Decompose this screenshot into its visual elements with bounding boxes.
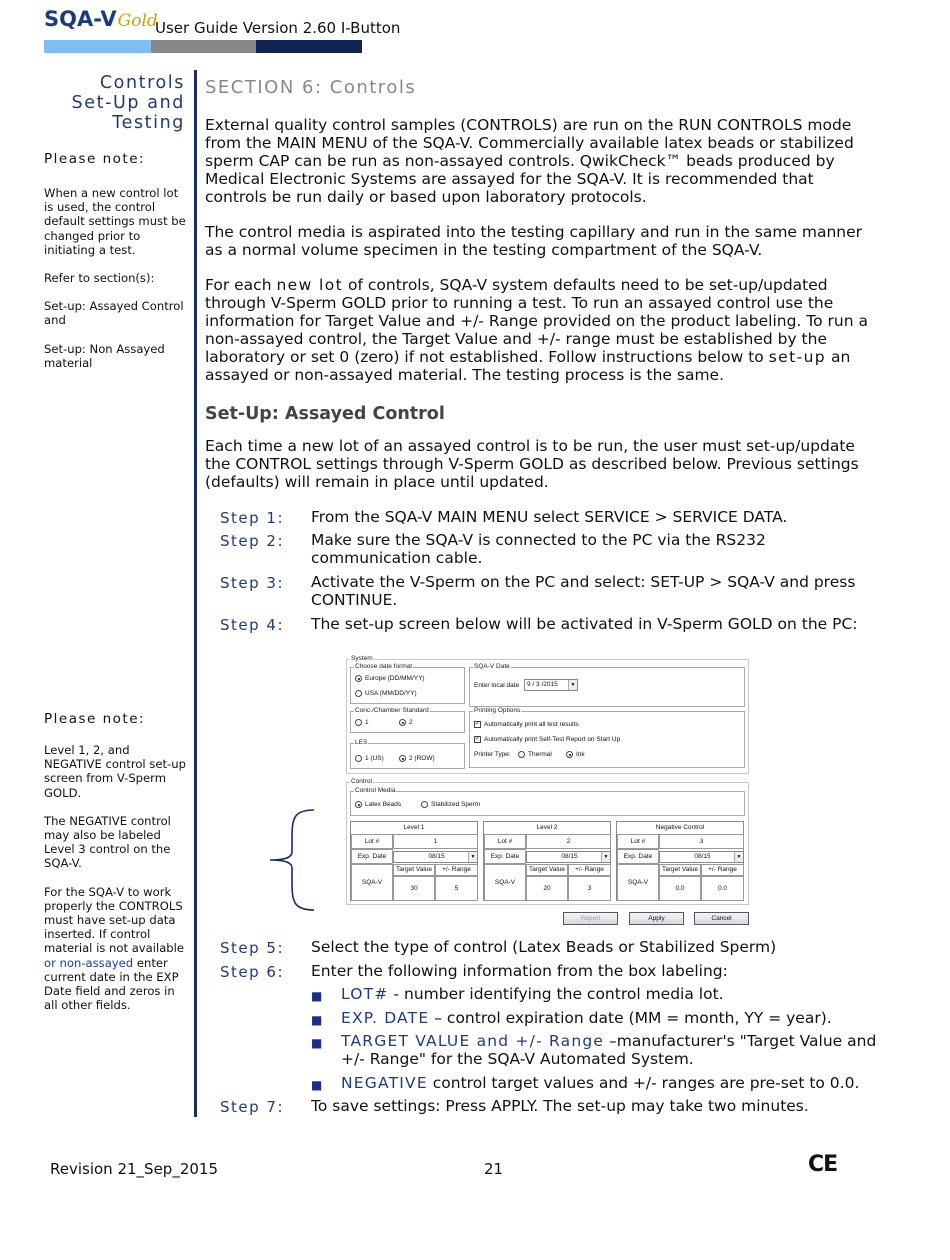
level-1-exp-date-field[interactable]: 08/15 ▼ [393, 851, 478, 863]
level-2-panel: Level 2 Lot # 2 Exp. Date 08/15 ▼ SQA-V Target Value +/- Range 20 3 [483, 821, 611, 901]
printer-ink-radio[interactable]: Ink [566, 751, 585, 758]
bullet-icon: ■ [311, 1013, 323, 1027]
paragraph-media: The control media is aspirated into the testing capillary and run in the same manner as a normal volume specimen in the testing compartment of the SQA-V. [205, 223, 863, 259]
date-format-group: Choose date format Europe (DD/MM/YY) USA (MM/DD/YY) [350, 667, 465, 704]
step-label: Step 4: [220, 616, 285, 634]
bullet-item: LOT# - number identifying the control media lot. [341, 985, 724, 1003]
control-media-group: Control Media Latex Beads Stabilized Sperm [350, 791, 745, 816]
exp-date-label: Exp. Date [484, 849, 526, 864]
step-label: Step 5: [220, 939, 285, 957]
level-1-panel: Level 1 Lot # 1 Exp. Date 08/15 ▼ SQA-V Target Value +/- Range 30 5 [350, 821, 478, 901]
sidebar-divider [194, 70, 197, 1117]
header-bar-navy [256, 40, 362, 53]
lot-label: Lot # [484, 834, 526, 849]
date-usa-radio[interactable]: USA (MM/DD/YY) [355, 690, 417, 697]
negative-lot-field[interactable]: 3 [659, 834, 744, 849]
exp-date-label: Exp. Date [351, 849, 393, 864]
latex-beads-radio[interactable]: Latex Beads [355, 801, 401, 808]
sidebar-title: Controls Set-Up and Testing [71, 73, 185, 133]
sqa-v-gold-logo: SQA-VGold [44, 7, 158, 31]
level-2-exp-date-field[interactable]: 08/15 ▼ [526, 851, 611, 863]
paragraph-intro: External quality control samples (CONTROLS) are run on the RUN CONTROLS mode from the MAIN MENU of the SQA-V. Commercially available latex beads or stabilized sperm CAP can be run as non-assayed controls. QwikCheck™ beads produced by Medical Electronic Systems are assayed for the SQA-V. It is recommended that controls be run daily or based upon laboratory protocols. [205, 116, 854, 206]
bullet-icon: ■ [311, 1036, 323, 1050]
bullet-item: NEGATIVE control target values and +/- ranges are pre-set to 0.0. [341, 1074, 860, 1092]
dropdown-arrow-icon[interactable]: ▼ [468, 852, 477, 862]
les-1-radio[interactable]: 1 (US) [355, 755, 384, 762]
level-2-range-field[interactable]: 3 [568, 876, 611, 901]
lot-label: Lot # [351, 834, 393, 849]
apply-button[interactable]: Apply [629, 912, 684, 925]
dropdown-arrow-icon[interactable]: ▼ [734, 852, 743, 862]
level-1-range-field[interactable]: 5 [435, 876, 478, 901]
section-title: SECTION 6: Controls [205, 77, 417, 98]
auto-print-results-checkbox[interactable]: ✓ Automatically print all test results [475, 721, 579, 729]
sqa-v-date-group: SQA-V Date Enter local date 9 / 3 /2015 ▼ [469, 667, 745, 707]
conc-1-radio[interactable]: 1 [355, 719, 369, 726]
negative-target-field[interactable]: 0.0 [659, 876, 701, 901]
bullet-icon: ■ [311, 1078, 323, 1092]
paragraph-new-lot: For each new lot of controls, SQA-V system defaults need to be set-up/updated through V-Sperm GOLD prior to running a test. To run an assayed control use the information for Target Value and +/- Range provided on the product labeling. To run a non-assayed control, the Target Value and +/- range must be established by the laboratory or set 0 (zero) if not established. Follow instructions below to set-up an assayed or non-assayed material. The testing process is the same. [205, 276, 868, 384]
lot-label: Lot # [617, 834, 659, 849]
curly-brace-icon [266, 808, 318, 912]
note-2-text: Level 1, 2, and NEGATIVE control set-up screen from V-Sperm GOLD. The NEGATIVE control may also be labeled Level 3 control on the SQA-V. For the SQA-V to work properly the CONTROLS must have set-up data inserted. If control material is not available or non-assayed enter current date in the EXP Date field and zeros in all other fields. [44, 743, 186, 1013]
report-button[interactable]: Report [563, 912, 618, 925]
printing-options-group: Printing Options ✓ Automatically print all test results ✓ Automatically print Self-Test Report on Start Up Printer Type: Thermal Ink [469, 711, 745, 768]
sqa-v-label: SQA-V [351, 864, 393, 901]
enter-date-label: Enter local date [474, 682, 520, 689]
exp-date-label: Exp. Date [617, 849, 659, 864]
les-group: LES 1 (US) 2 (ROW) [350, 743, 465, 769]
step-text: From the SQA-V MAIN MENU select SERVICE > SERVICE DATA. [311, 508, 788, 526]
bullet-icon: ■ [311, 989, 323, 1003]
printer-thermal-radio[interactable]: Thermal [518, 751, 552, 758]
note-heading-2: Please note: [44, 711, 146, 727]
level-1-lot-field[interactable]: 1 [393, 834, 478, 849]
negative-range-field[interactable]: 0.0 [701, 876, 744, 901]
sqa-v-label: SQA-V [617, 864, 659, 901]
range-label: +/- Range [568, 864, 611, 876]
step-label: Step 7: [220, 1098, 285, 1116]
note-heading-1: Please note: [44, 151, 146, 167]
step-text: Enter the following information from the box labeling: [311, 962, 728, 980]
step-label: Step 2: [220, 532, 285, 550]
date-europe-radio[interactable]: Europe (DD/MM/YY) [355, 675, 425, 682]
step-text: Make sure the SQA-V is connected to the PC via the RS232 communication cable. [311, 531, 766, 567]
step-text: Activate the V-Sperm on the PC and select: SET-UP > SQA-V and press CONTINUE. [311, 573, 856, 609]
conc-chamber-group: Conc./Chamber Standard 1 2 [350, 711, 465, 733]
printer-type-label: Printer Type: [474, 751, 511, 758]
dropdown-arrow-icon[interactable]: ▼ [601, 852, 610, 862]
negative-control-panel: Negative Control Lot # 3 Exp. Date 08/15 ▼ SQA-V Target Value +/- Range 0.0 0.0 [616, 821, 744, 901]
header-bar-light-blue [44, 40, 151, 53]
range-label: +/- Range [701, 864, 744, 876]
step-text: To save settings: Press APPLY. The set-up may take two minutes. [311, 1097, 809, 1115]
note-1-text: When a new control lot is used, the control default settings must be changed prior to initiating a test. Refer to section(s): Set-up: Assayed Control and Set-up: Non Assayed material [44, 186, 186, 370]
dropdown-arrow-icon[interactable]: ▼ [568, 680, 577, 690]
revision-label: Revision 21_Sep_2015 [50, 1160, 218, 1178]
level-2-lot-field[interactable]: 2 [526, 834, 611, 849]
sqa-v-label: SQA-V [484, 864, 526, 901]
range-label: +/- Range [435, 864, 478, 876]
step-label: Step 3: [220, 574, 285, 592]
target-value-label: Target Value [526, 864, 568, 876]
target-value-label: Target Value [659, 864, 701, 876]
stabilized-sperm-radio[interactable]: Stabilized Sperm [421, 801, 480, 808]
local-date-field[interactable]: 9 / 3 /2015 ▼ [524, 679, 578, 691]
conc-2-radio[interactable]: 2 [399, 719, 413, 726]
negative-exp-date-field[interactable]: 08/15 ▼ [659, 851, 744, 863]
auto-print-selftest-checkbox[interactable]: ✓ Automatically print Self-Test Report on Start Up [475, 736, 621, 744]
setup-heading: Set-Up: Assayed Control [205, 404, 445, 424]
les-2-radio[interactable]: 2 (ROW) [399, 755, 435, 762]
target-value-label: Target Value [393, 864, 435, 876]
paragraph-setup: Each time a new lot of an assayed control is to be run, the user must set-up/update the CONTROL settings through V-Sperm GOLD as described below. Previous settings (defaults) will remain in place until updated. [205, 437, 859, 491]
step-label: Step 1: [220, 509, 285, 527]
ce-mark-icon: CE [808, 1152, 838, 1177]
step-text: Select the type of control (Latex Beads or Stabilized Sperm) [311, 938, 777, 956]
level-2-target-field[interactable]: 20 [526, 876, 568, 901]
setup-screen-screenshot [342, 654, 750, 926]
header-bar-gray [151, 40, 256, 53]
cancel-button[interactable]: Cancel [694, 912, 749, 925]
bullet-item: TARGET VALUE and +/- Range –manufacturer's "Target Value and +/- Range" for the SQA-V Automated System. [341, 1032, 877, 1068]
system-group: System [346, 659, 749, 774]
document-title: User Guide Version 2.60 I-Button [155, 19, 401, 37]
step-text: The set-up screen below will be activated in V-Sperm GOLD on the PC: [311, 615, 858, 633]
step-label: Step 6: [220, 963, 285, 981]
bullet-item: EXP. DATE – control expiration date (MM = month, YY = year). [341, 1009, 832, 1027]
level-1-target-field[interactable]: 30 [393, 876, 435, 901]
page-number: 21 [484, 1160, 504, 1178]
control-group: Control [346, 782, 749, 905]
